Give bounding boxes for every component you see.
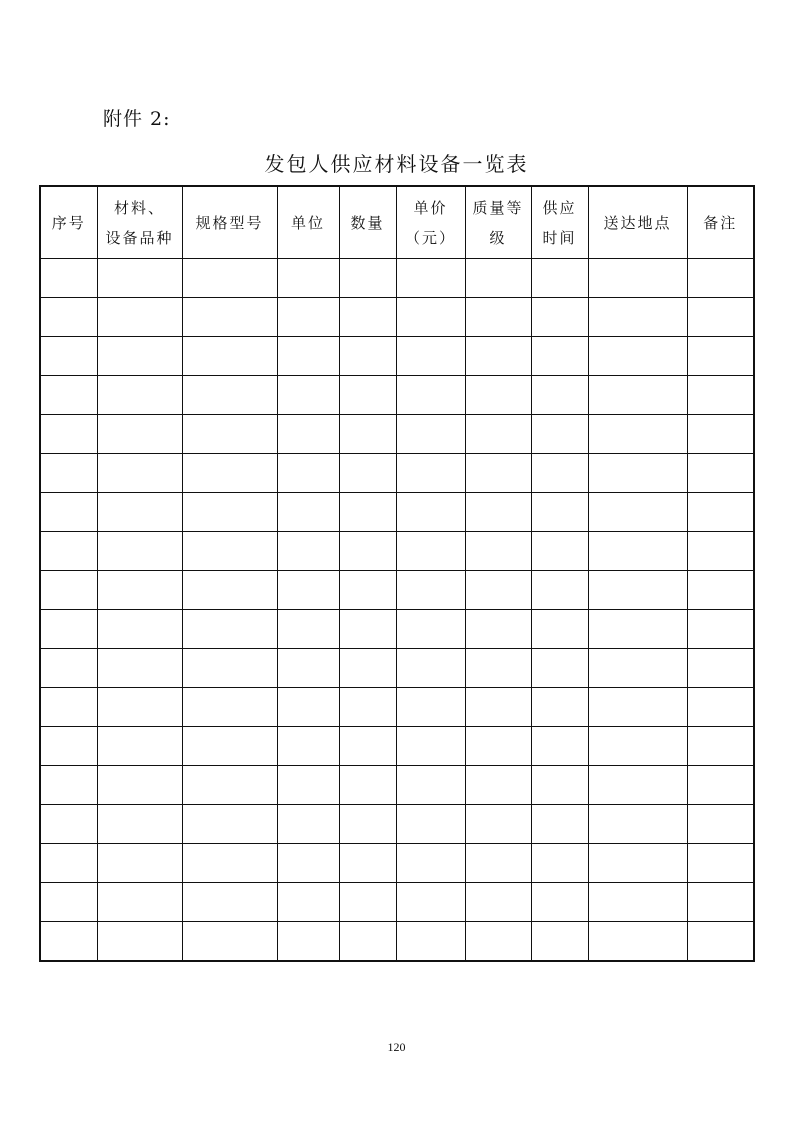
- table-cell[interactable]: [277, 454, 339, 493]
- table-cell[interactable]: [396, 883, 465, 922]
- table-cell[interactable]: [182, 493, 277, 532]
- table-cell[interactable]: [40, 571, 97, 610]
- table-cell[interactable]: [40, 298, 97, 337]
- table-cell[interactable]: [97, 337, 182, 376]
- table-cell[interactable]: [40, 610, 97, 649]
- table-cell[interactable]: [588, 493, 687, 532]
- table-cell[interactable]: [588, 454, 687, 493]
- table-cell[interactable]: [97, 922, 182, 962]
- table-cell[interactable]: [277, 259, 339, 298]
- table-cell[interactable]: [465, 415, 531, 454]
- table-cell[interactable]: [182, 844, 277, 883]
- table-cell[interactable]: [339, 610, 396, 649]
- table-cell[interactable]: [465, 532, 531, 571]
- table-cell[interactable]: [339, 805, 396, 844]
- table-row: [40, 415, 754, 454]
- table-row: [40, 493, 754, 532]
- table-cell[interactable]: [97, 688, 182, 727]
- table-cell[interactable]: [588, 415, 687, 454]
- table-cell[interactable]: [687, 376, 754, 415]
- table-cell[interactable]: [396, 376, 465, 415]
- table-cell[interactable]: [182, 883, 277, 922]
- table-row: [40, 376, 754, 415]
- table-cell[interactable]: [396, 805, 465, 844]
- table-cell[interactable]: [531, 649, 588, 688]
- table-cell[interactable]: [465, 610, 531, 649]
- table-cell[interactable]: [97, 298, 182, 337]
- table-cell[interactable]: [97, 844, 182, 883]
- table-cell[interactable]: [339, 922, 396, 962]
- table-cell[interactable]: [396, 844, 465, 883]
- table-row: [40, 766, 754, 805]
- table-row: [40, 454, 754, 493]
- header-cell: 单位: [277, 186, 339, 259]
- table-cell[interactable]: [277, 766, 339, 805]
- table-cell[interactable]: [277, 649, 339, 688]
- table-cell[interactable]: [465, 298, 531, 337]
- table-cell[interactable]: [687, 493, 754, 532]
- table-cell[interactable]: [396, 532, 465, 571]
- table-cell[interactable]: [465, 727, 531, 766]
- table-cell[interactable]: [339, 844, 396, 883]
- table-cell[interactable]: [687, 454, 754, 493]
- table-cell[interactable]: [588, 298, 687, 337]
- table-cell[interactable]: [339, 454, 396, 493]
- table-row: [40, 259, 754, 298]
- table-cell[interactable]: [588, 922, 687, 962]
- table-cell[interactable]: [588, 649, 687, 688]
- table-cell[interactable]: [687, 532, 754, 571]
- table-cell[interactable]: [531, 922, 588, 962]
- table-cell[interactable]: [531, 805, 588, 844]
- table-cell[interactable]: [687, 337, 754, 376]
- table-body: [40, 259, 754, 962]
- table-cell[interactable]: [588, 766, 687, 805]
- page-number: 120: [387, 1040, 406, 1054]
- table-cell[interactable]: [97, 259, 182, 298]
- table-cell[interactable]: [40, 688, 97, 727]
- table-cell[interactable]: [182, 688, 277, 727]
- table-cell[interactable]: [465, 766, 531, 805]
- table-cell[interactable]: [40, 454, 97, 493]
- table-cell[interactable]: [396, 610, 465, 649]
- table-cell[interactable]: [97, 805, 182, 844]
- table-cell[interactable]: [277, 883, 339, 922]
- table-cell[interactable]: [339, 259, 396, 298]
- table-cell[interactable]: [339, 766, 396, 805]
- table-cell[interactable]: [687, 883, 754, 922]
- table-row: [40, 922, 754, 962]
- table-cell[interactable]: [588, 844, 687, 883]
- table-cell[interactable]: [40, 376, 97, 415]
- table-cell[interactable]: [396, 649, 465, 688]
- table-cell[interactable]: [40, 883, 97, 922]
- table-cell[interactable]: [40, 805, 97, 844]
- table-cell[interactable]: [40, 922, 97, 962]
- table-cell[interactable]: [531, 532, 588, 571]
- table-cell[interactable]: [182, 922, 277, 962]
- table-row: [40, 649, 754, 688]
- table-cell[interactable]: [97, 376, 182, 415]
- header-cell: 序号: [40, 186, 97, 259]
- table-cell[interactable]: [182, 610, 277, 649]
- table-cell[interactable]: [465, 922, 531, 962]
- table-cell[interactable]: [97, 727, 182, 766]
- table-cell[interactable]: [465, 883, 531, 922]
- table-cell[interactable]: [182, 649, 277, 688]
- table-cell[interactable]: [531, 493, 588, 532]
- table-cell[interactable]: [277, 610, 339, 649]
- table-cell[interactable]: [687, 259, 754, 298]
- attachment-label: 附件 2:: [103, 108, 171, 130]
- table-cell[interactable]: [588, 571, 687, 610]
- table-cell[interactable]: [182, 571, 277, 610]
- table-cell[interactable]: [687, 766, 754, 805]
- table-cell[interactable]: [97, 610, 182, 649]
- header-cell: 质量等 级: [465, 186, 531, 259]
- table-cell[interactable]: [531, 571, 588, 610]
- table-cell[interactable]: [687, 415, 754, 454]
- table-cell[interactable]: [97, 493, 182, 532]
- table-row: [40, 571, 754, 610]
- table-cell[interactable]: [396, 337, 465, 376]
- table-cell[interactable]: [277, 571, 339, 610]
- table-cell[interactable]: [531, 688, 588, 727]
- table-cell[interactable]: [339, 415, 396, 454]
- table-cell[interactable]: [396, 454, 465, 493]
- table-row: [40, 688, 754, 727]
- table-cell[interactable]: [465, 337, 531, 376]
- table-cell[interactable]: [531, 415, 588, 454]
- table-cell[interactable]: [40, 532, 97, 571]
- table-cell[interactable]: [396, 571, 465, 610]
- table-cell[interactable]: [277, 376, 339, 415]
- table-cell[interactable]: [531, 727, 588, 766]
- table-cell[interactable]: [588, 610, 687, 649]
- table-cell[interactable]: [465, 259, 531, 298]
- table-cell[interactable]: [531, 610, 588, 649]
- table-cell[interactable]: [182, 259, 277, 298]
- table-cell[interactable]: [339, 298, 396, 337]
- table-cell[interactable]: [182, 454, 277, 493]
- table-cell[interactable]: [531, 883, 588, 922]
- table-cell[interactable]: [687, 922, 754, 962]
- table-cell[interactable]: [687, 844, 754, 883]
- table-cell[interactable]: [277, 922, 339, 962]
- table-cell[interactable]: [339, 649, 396, 688]
- header-cell: 供应 时间: [531, 186, 588, 259]
- table-cell[interactable]: [339, 337, 396, 376]
- table-cell[interactable]: [687, 688, 754, 727]
- table-row: [40, 844, 754, 883]
- table-row: [40, 883, 754, 922]
- table-cell[interactable]: [277, 493, 339, 532]
- table-cell[interactable]: [97, 415, 182, 454]
- table-cell[interactable]: [277, 337, 339, 376]
- table-cell[interactable]: [687, 805, 754, 844]
- table-cell[interactable]: [277, 532, 339, 571]
- header-cell: 规格型号: [182, 186, 277, 259]
- table-cell[interactable]: [588, 532, 687, 571]
- table-cell[interactable]: [339, 571, 396, 610]
- table-cell[interactable]: [182, 376, 277, 415]
- table-cell[interactable]: [465, 571, 531, 610]
- table-row: [40, 532, 754, 571]
- table-cell[interactable]: [396, 766, 465, 805]
- table-row: [40, 337, 754, 376]
- table-cell[interactable]: [339, 493, 396, 532]
- table-cell[interactable]: [40, 493, 97, 532]
- table-cell[interactable]: [40, 337, 97, 376]
- table-cell[interactable]: [588, 883, 687, 922]
- table-cell[interactable]: [339, 727, 396, 766]
- table-cell[interactable]: [588, 805, 687, 844]
- table-cell[interactable]: [396, 922, 465, 962]
- table-cell[interactable]: [465, 844, 531, 883]
- table-cell[interactable]: [531, 376, 588, 415]
- table-cell[interactable]: [182, 727, 277, 766]
- table-cell[interactable]: [182, 766, 277, 805]
- table-cell[interactable]: [396, 688, 465, 727]
- page-title: 发包人供应材料设备一览表: [264, 152, 529, 176]
- materials-table: [39, 185, 755, 962]
- table-cell[interactable]: [277, 727, 339, 766]
- table-cell[interactable]: [588, 376, 687, 415]
- table-cell[interactable]: [40, 415, 97, 454]
- table-row: [40, 298, 754, 337]
- table-cell[interactable]: [40, 727, 97, 766]
- table-cell[interactable]: [97, 649, 182, 688]
- table-cell[interactable]: [182, 532, 277, 571]
- table-cell[interactable]: [97, 532, 182, 571]
- table-cell[interactable]: [277, 688, 339, 727]
- table-cell[interactable]: [588, 688, 687, 727]
- header-row: [40, 186, 754, 259]
- table-cell[interactable]: [182, 415, 277, 454]
- table-cell[interactable]: [465, 376, 531, 415]
- table-cell[interactable]: [465, 493, 531, 532]
- table-cell[interactable]: [396, 493, 465, 532]
- table-cell[interactable]: [339, 883, 396, 922]
- table-cell[interactable]: [40, 259, 97, 298]
- table-cell[interactable]: [687, 727, 754, 766]
- table-cell[interactable]: [40, 766, 97, 805]
- table-cell[interactable]: [277, 415, 339, 454]
- table-cell[interactable]: [40, 649, 97, 688]
- table-cell[interactable]: [339, 376, 396, 415]
- table-cell[interactable]: [687, 649, 754, 688]
- table-cell[interactable]: [396, 298, 465, 337]
- table-cell[interactable]: [97, 571, 182, 610]
- header-cell: 送达地点: [588, 186, 687, 259]
- table-cell[interactable]: [277, 805, 339, 844]
- table-cell[interactable]: [465, 649, 531, 688]
- header-cell: 备注: [687, 186, 754, 259]
- table-cell[interactable]: [588, 259, 687, 298]
- table-cell[interactable]: [182, 337, 277, 376]
- table-cell[interactable]: [396, 415, 465, 454]
- header-cell: 单价 （元）: [396, 186, 465, 259]
- table-cell[interactable]: [687, 571, 754, 610]
- table-cell[interactable]: [531, 337, 588, 376]
- table-cell[interactable]: [97, 883, 182, 922]
- table-cell[interactable]: [531, 766, 588, 805]
- table-cell[interactable]: [97, 454, 182, 493]
- table-cell[interactable]: [40, 844, 97, 883]
- table-cell[interactable]: [465, 805, 531, 844]
- table-cell[interactable]: [531, 259, 588, 298]
- table-cell[interactable]: [339, 532, 396, 571]
- table-cell[interactable]: [465, 454, 531, 493]
- table-cell[interactable]: [182, 805, 277, 844]
- table-cell[interactable]: [339, 688, 396, 727]
- table-cell[interactable]: [97, 766, 182, 805]
- table-cell[interactable]: [531, 298, 588, 337]
- table-cell[interactable]: [277, 298, 339, 337]
- table-row: [40, 727, 754, 766]
- table-row: [40, 805, 754, 844]
- table-cell[interactable]: [687, 610, 754, 649]
- table-cell[interactable]: [687, 298, 754, 337]
- table-cell[interactable]: [588, 337, 687, 376]
- table-cell[interactable]: [396, 259, 465, 298]
- table-cell[interactable]: [465, 688, 531, 727]
- table-cell[interactable]: [531, 844, 588, 883]
- table-row: [40, 610, 754, 649]
- table-cell[interactable]: [531, 454, 588, 493]
- header-cell: 材料、 设备品种: [97, 186, 182, 259]
- table-cell[interactable]: [277, 844, 339, 883]
- table-cell[interactable]: [588, 727, 687, 766]
- header-cell: 数量: [339, 186, 396, 259]
- table-cell[interactable]: [396, 727, 465, 766]
- table-cell[interactable]: [182, 298, 277, 337]
